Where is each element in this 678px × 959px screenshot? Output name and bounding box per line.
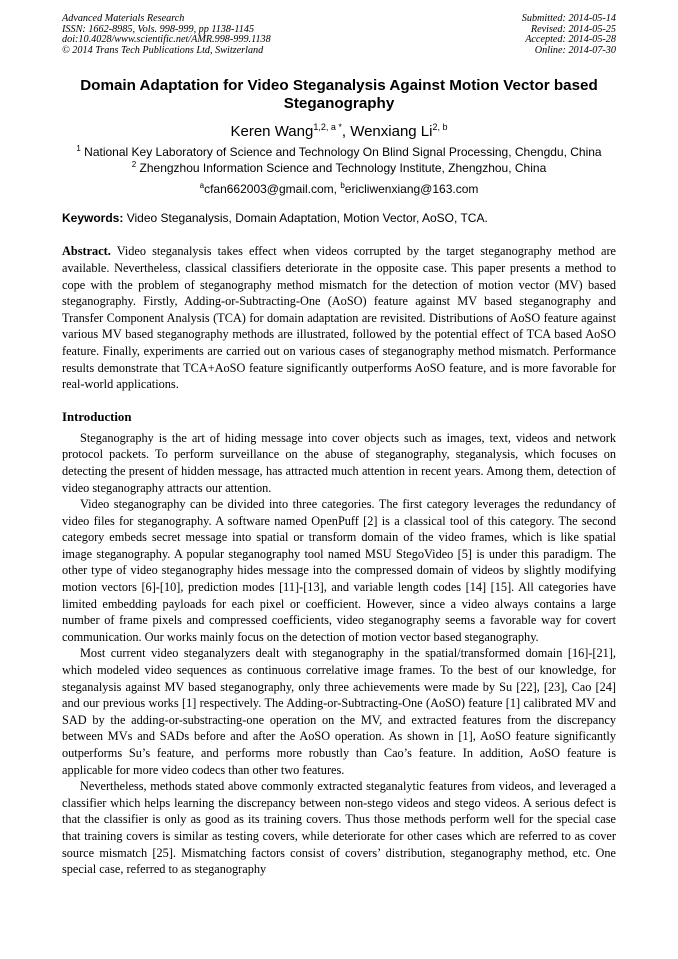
author-affiliation-mark: 2, b bbox=[432, 122, 448, 133]
copyright-line: © 2014 Trans Tech Publications Ltd, Switzerland bbox=[62, 44, 264, 56]
section-heading: Introduction bbox=[62, 409, 132, 424]
introduction-body bbox=[62, 430, 616, 878]
keywords bbox=[62, 211, 616, 226]
abstract bbox=[62, 243, 616, 392]
email-mark: a bbox=[199, 181, 205, 191]
email-address[interactable]: ericliwenxiang@163.com bbox=[344, 182, 479, 197]
paragraph: Video steganography can be divided into three categories. The first category leverages the redundancy of video files for steganography. A software named OpenPuff [2] is a classical tool of this category. The second category embeds secret message into spatial or transform domain of the video frames, which is like spatial image steganography. A popular steganography tool named MSU StegoVideo [5] is under this paradigm. The other type of video steganography hides message into the compressed domain of videos by slightly modifying motion vectors [6]-[10], prediction modes [11]-[13], and variable length codes [14] [15]. All categories have limited embedding payloads for each pixel or coefficient. However, since a video always contains a large number of frame pixels and compressed coefficients, video steganography seems a favorable way for covert communication. Our works mainly focus on the detection of motion vector based steganography. bbox=[62, 497, 616, 644]
author-name: Wenxiang Li bbox=[350, 123, 433, 141]
affiliation-2 bbox=[62, 161, 616, 177]
paper-title: Domain Adaptation for Video Steganalysis Against Motion Vector based Steganography bbox=[80, 77, 598, 113]
publication-info bbox=[62, 14, 271, 56]
journal-name: Advanced Materials Research bbox=[62, 13, 185, 24]
paragraph: Most current video steganalyzers dealt with steganography in the spatial/transformed domain [16]-[21], which modeled video sequences as continuous correlative image frames. To the best of our knowledge, for steganalysis against MV based steganography, only three achievements were made by Su [22], [23], Cao [24] and our previous works [1] respectively. The Adding-or-Subtracting-One (AoSO) feature [1] calibrated MV and SAD by the adding-or-substracting-one operation on the MV, and extracted features from the discrepancy between MVs and SADs before and after the AoSO operation. As shown in [1], AoSO feature significantly outperforms Su’s feature, and performs more robustly than Cao’s feature. In addition, AoSO feature is applicable for more video codecs than other two features. bbox=[62, 646, 616, 777]
abstract-text: Video steganalysis takes effect when videos corrupted by the target steganography method are available. Nevertheless, classical classifiers deteriorate in the opposite case. This paper presents a method to cope with the problem of steganography method mismatch for the detection of motion vector (MV) based steganography. Firstly, Adding-or-Subtracting-One (AoSO) feature against MV based steganography and Transfer Component Analysis (TCA) for domain adaptation are revisited. Distributions of AoSO feature against various MV based steganography methods are illustrated, followed by the potential effect of TCA based AoSO feature. Finally, experiments are carried out on various cases of steganography method mismatch. Performance results demonstrate that TCA+AoSO feature significantly outperforms AoSO feature, and is more favorable for real-world applications. bbox=[62, 244, 616, 392]
email-address[interactable]: cfan662003@gmail.com bbox=[204, 182, 334, 197]
affiliation-text: Zhengzhou Information Science and Technology Institute, Zhengzhou, China bbox=[139, 160, 547, 175]
submitted-date: Submitted: 2014-05-14 bbox=[521, 13, 616, 24]
affiliation-mark: 1 bbox=[76, 144, 81, 154]
journal-header bbox=[62, 14, 616, 56]
accepted-date: Accepted: 2014-05-28 bbox=[525, 34, 616, 46]
author-affiliation-mark: 1,2, a * bbox=[313, 122, 342, 133]
affiliation-text: National Key Laboratory of Science and Technology On Blind Signal Processing, Chengdu, China bbox=[84, 145, 602, 160]
issn-line: ISSN: 1662-8985, Vols. 998-999, pp 1138-1145 bbox=[62, 23, 255, 35]
author-list bbox=[62, 123, 616, 141]
online-date: Online: 2014-07-30 bbox=[534, 44, 616, 56]
author-separator: , bbox=[341, 123, 351, 141]
keywords-text: Video Steganalysis, Domain Adaptation, Motion Vector, AoSO, TCA. bbox=[123, 211, 488, 226]
paper-page bbox=[62, 14, 616, 878]
affiliation-mark: 2 bbox=[131, 159, 137, 169]
revised-date: Revised: 2014-05-25 bbox=[530, 23, 616, 35]
author-name: Keren Wang bbox=[230, 123, 314, 141]
email-mark: b bbox=[340, 181, 345, 191]
author-emails bbox=[62, 182, 616, 197]
affiliation-1 bbox=[62, 145, 616, 161]
paragraph: Steganography is the art of hiding message into cover objects such as images, text, videos and network protocol packets. To perform surveillance on the abuse of steganography, steganalysis, which focuses on detecting the present of hidden message, has attracted much attention in recent years. Among them, detection of video steganography attracts our attention. bbox=[62, 430, 616, 495]
doi-line: doi:10.4028/www.scientific.net/AMR.998-999.1138 bbox=[62, 34, 271, 46]
paragraph: Nevertheless, methods stated above commonly extracted steganalytic features from videos, and leveraged a classifier which helps learning the discrepancy between non-stego videos and stego videos. A serious defect is that the classifier is only as good as its training covers. Thus those methods perform well for the special case that training covers is similar as testing covers, while deteriorate for other cases which are referred to as cover source mismatch [25]. Mismatching factors consist of covers’ distribution, steganography method, etc. One special case, referred to as steganography bbox=[62, 779, 616, 877]
abstract-label: Abstract. bbox=[62, 244, 111, 259]
submission-dates bbox=[522, 14, 616, 56]
keywords-label: Keywords: bbox=[62, 211, 124, 226]
email-separator: , bbox=[333, 182, 341, 197]
